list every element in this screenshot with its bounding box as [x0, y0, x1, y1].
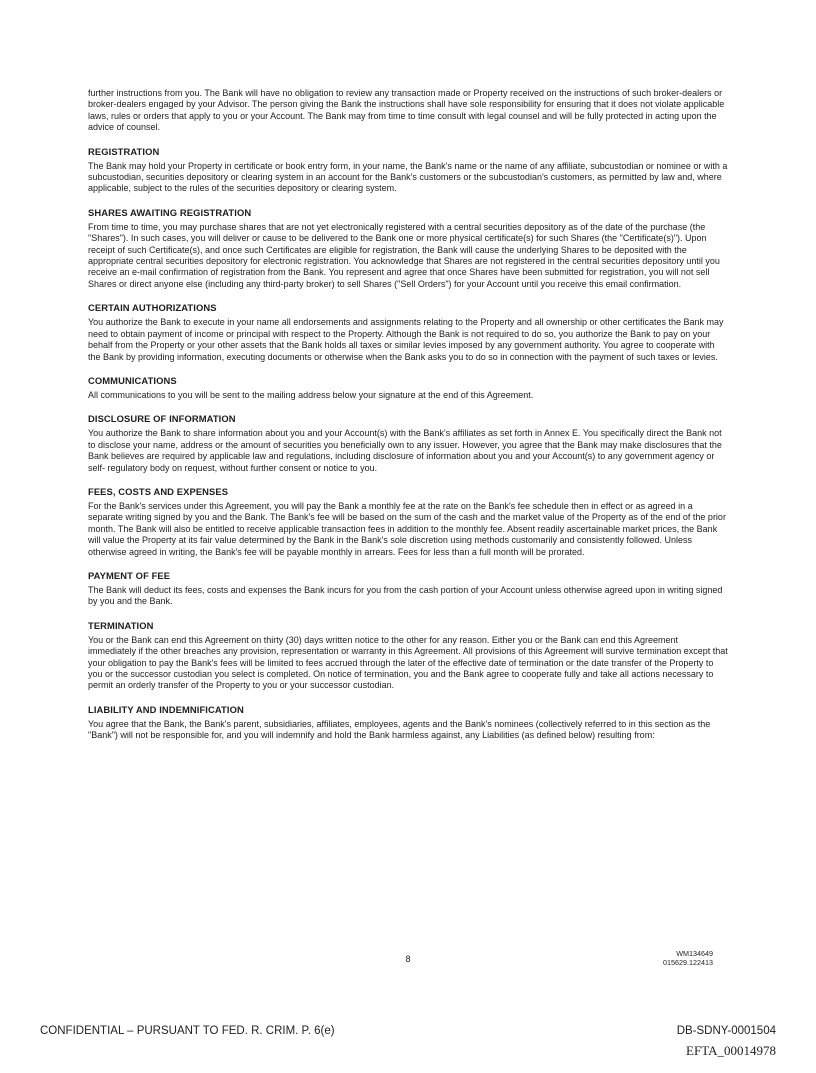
- section-heading: FEES, COSTS AND EXPENSES: [88, 485, 229, 497]
- section-termination: [88, 620, 728, 692]
- section-heading: TERMINATION: [88, 619, 154, 631]
- section-body: For the Bank's services under this Agreement, you will pay the Bank a monthly fee at the rate on the Bank's fee schedule then in effect or as agreed in a separate writing signed by you and the Bank. The Bank's fee will be based on the sum of the cash and the market value of the Property as of the end of the prior month. The Bank will also be entitled to receive applicable transaction fees in addition to the monthly fee. Absent readily ascertainable market prices, the Bank will value the Property at its fair value determined by the Bank in the Bank's sole discretion using methods customarily and consistently followed. Unless otherwise agreed in writing, the Bank's fee will be payable monthly in arrears. Fees for less than a full month will be prorated.: [88, 500, 726, 557]
- document-body: [88, 88, 728, 742]
- page-number: 8: [405, 954, 411, 964]
- section-disclosure-of-information: [88, 413, 728, 474]
- section-communications: [88, 375, 728, 401]
- section-heading: REGISTRATION: [88, 145, 160, 157]
- section-fees-costs-expenses: [88, 486, 728, 558]
- intro-paragraph: further instructions from you. The Bank will have no obligation to review any transaction made or Property received on the instructions of such broker-dealers or broker-dealers engaged by your Advisor. The person giving the Bank the instructions shall have sole responsibility for ensuring that it does not violate applicable laws, rules or orders that apply to you or your Account. The Bank may from time to time consult with legal counsel and will be fully protected in acting upon the advice of counsel.: [88, 88, 725, 133]
- bates-number: DB-SDNY-0001504: [676, 1025, 776, 1037]
- section-heading: LIABILITY AND INDEMNIFICATION: [88, 703, 244, 715]
- document-reference-line2: 015629.122413: [663, 958, 713, 967]
- section-body: The Bank will deduct its fees, costs and expenses the Bank incurs for you from the cash portion of your Account unless otherwise agreed upon in writing signed by you and the Bank.: [88, 584, 723, 607]
- section-body: You or the Bank can end this Agreement on thirty (30) days written notice to the other for any reason. Either you or the Bank can end this Agreement immediately if the other breaches any provision, representation or warranty in this Agreement. All provisions of this Agreement will survive termination except that your obligation to pay the Bank's fees will be limited to fees accrued through the later of the effective date of termination or the date transfer of the Property to you or the successor custodian you select is completed. On notice of termination, you and the Bank agree to cooperate fully and take all actions necessary to permit an orderly transfer of the Property to you or your successor custodian.: [88, 634, 728, 691]
- section-body: The Bank may hold your Property in certificate or book entry form, in your name, the Bank's name or the name of any affiliate, subcustodian or nominee or with a subcustodian, securities depository or clearing system in an account for the Bank's customers or the subcustodian's customers, as permitted by law and, where applicable, subject to the rules of the securities depository or clearing system.: [88, 160, 728, 194]
- section-shares-awaiting-registration: [88, 207, 728, 290]
- section-heading: PAYMENT OF FEE: [88, 569, 171, 581]
- section-heading: SHARES AWAITING REGISTRATION: [88, 206, 252, 218]
- section-payment-of-fee: [88, 570, 728, 608]
- section-body: You agree that the Bank, the Bank's parent, subsidiaries, affiliates, employees, agents and the Bank's nominees (collectively referred to in this section as the "Bank") will not be responsible for, and you will indemnify and hold the Bank harmless against, any Liabilities (as defined below) resulting from:: [88, 718, 711, 741]
- section-liability-indemnification: [88, 704, 728, 742]
- section-body: You authorize the Bank to share information about you and your Account(s) with the Bank's affiliates as set forth in Annex E. You specifically direct the Bank not to disclose your name, address or the amount of securities you beneficially own to any issuer. However, you agree that the Bank may make disclosures that the Bank believes are required by applicable law and regulations, including disclosure of information about you and your Account(s) to any government agency or self- regulatory body on request, without further consent or notice to you.: [88, 428, 722, 473]
- section-certain-authorizations: [88, 302, 728, 363]
- section-body: From time to time, you may purchase shares that are not yet electronically registered with a central securities depository as of the date of the purchase (the "Shares"). In such cases, you will deliver or cause to be delivered to the Bank one or more physical certificate(s) for such Shares (the "Certificate(s)"). Upon receipt of such Certificate(s), and once such Certificates are eligible for registration, the Bank will cause the underlying Shares to be deposited with the appropriate central securities depository for electronic registration. You acknowledge that Shares are not registered in the central securities depository until you receive an e-mail confirmation of registration from the Bank. You represent and agree that once Shares have been submitted for registration, you will not sell Shares or direct anyone else (including any third-party broker) to sell Shares ("Sell Orders") for your Account until you receive this email confirmation.: [88, 221, 720, 289]
- section-registration: [88, 146, 728, 195]
- section-body: You authorize the Bank to execute in your name all endorsements and assignments relating to the Property and all ownership or other certificates the Bank may need to obtain payment of income or principal with respect to the Property. Although the Bank is not required to do so, you authorize the Bank to pay on your behalf from the Property or your other assets that the Bank holds all taxes or similar levies imposed by any government authority. You agree to cooperate with the Bank by providing information, executing documents or otherwise when the Bank asks you to do so in connection with the payment of such taxes or levies.: [88, 317, 724, 362]
- section-body: All communications to you will be sent to the mailing address below your signature at the end of this Agreement.: [88, 389, 534, 400]
- document-reference: [663, 949, 713, 967]
- section-heading: CERTAIN AUTHORIZATIONS: [88, 302, 217, 314]
- section-heading: DISCLOSURE OF INFORMATION: [88, 413, 236, 425]
- section-heading: COMMUNICATIONS: [88, 374, 177, 386]
- document-reference-line1: WM134649: [676, 949, 713, 958]
- confidential-notice: CONFIDENTIAL – PURSUANT TO FED. R. CRIM. P. 6(e): [40, 1025, 335, 1037]
- efta-number: EFTA_00014978: [686, 1043, 776, 1058]
